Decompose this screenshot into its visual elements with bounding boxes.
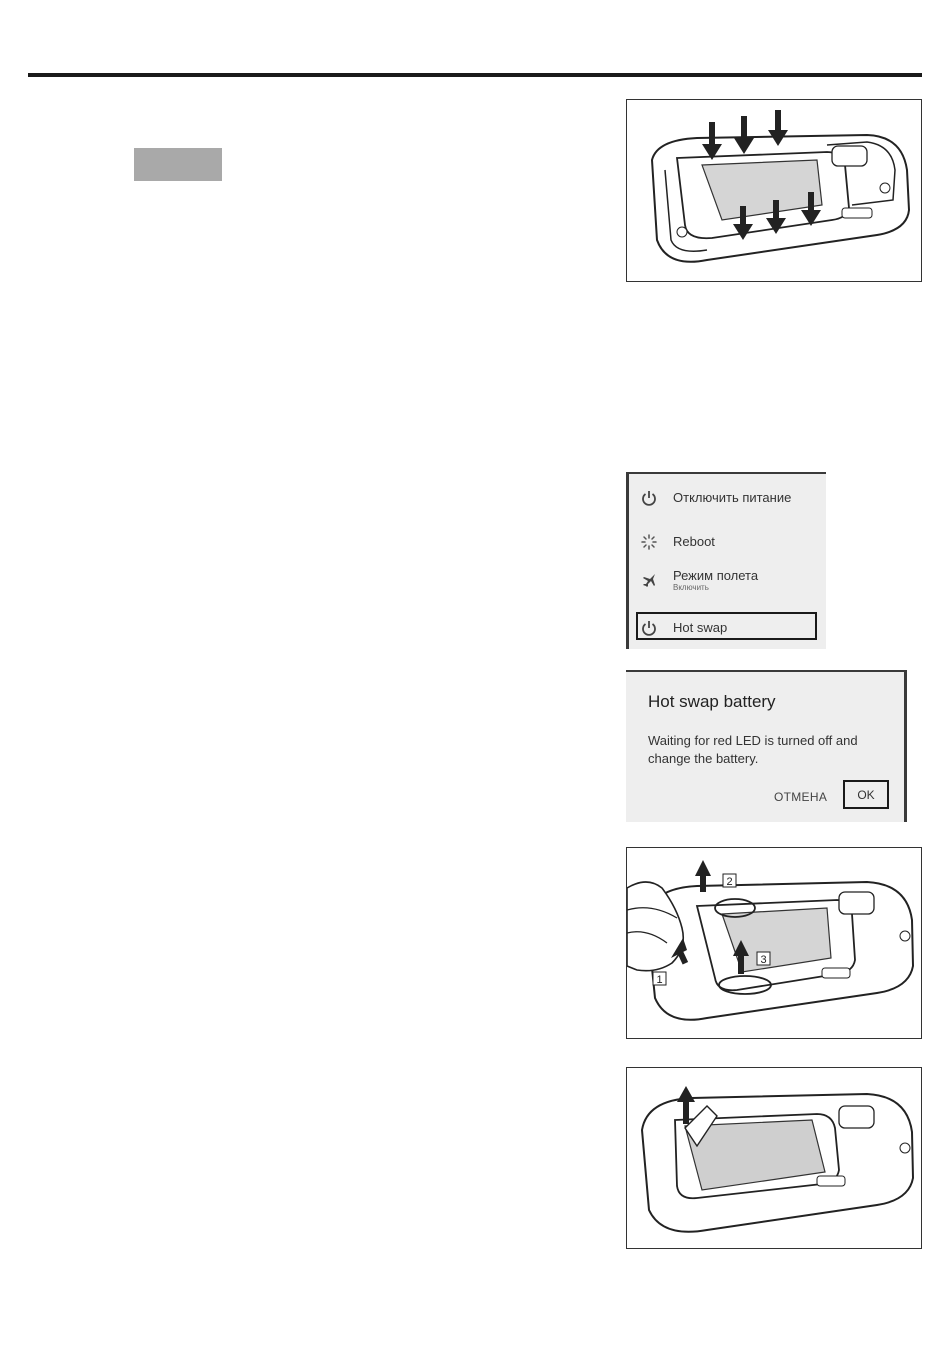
power-icon (639, 618, 659, 638)
step-label-3: 3 (760, 954, 767, 966)
airplane-icon (639, 570, 659, 590)
menu-item-reboot[interactable] (639, 528, 819, 556)
power-menu-screenshot (626, 472, 826, 649)
header-rule (28, 73, 922, 77)
ok-button[interactable]: OK (843, 780, 889, 809)
dialog-message: Waiting for red LED is turned off and change the battery. (648, 733, 858, 766)
step-label-1: 1 (656, 974, 663, 986)
menu-item-label: Reboot (673, 534, 715, 549)
lift-cover-illustration (626, 847, 922, 1039)
menu-item-hot-swap[interactable] (639, 614, 819, 642)
power-icon (639, 488, 659, 508)
spinner-icon (639, 532, 659, 552)
menu-item-label: Hot swap (673, 620, 728, 635)
menu-item-label: Режим полета (673, 567, 759, 583)
cancel-button[interactable]: ОТМЕНА (774, 790, 828, 804)
dialog-title: Hot swap battery (648, 692, 776, 711)
remove-battery-illustration (626, 1067, 922, 1249)
hot-swap-dialog-screenshot (626, 670, 907, 822)
menu-item-power-off[interactable] (639, 484, 819, 512)
press-cover-illustration (626, 99, 922, 282)
gray-tab-marker (134, 148, 222, 181)
menu-item-label: Отключить питание (673, 490, 792, 505)
step-label-2: 2 (726, 876, 733, 888)
menu-item-airplane-mode[interactable] (639, 566, 819, 594)
menu-item-sublabel: Включить (673, 582, 709, 592)
